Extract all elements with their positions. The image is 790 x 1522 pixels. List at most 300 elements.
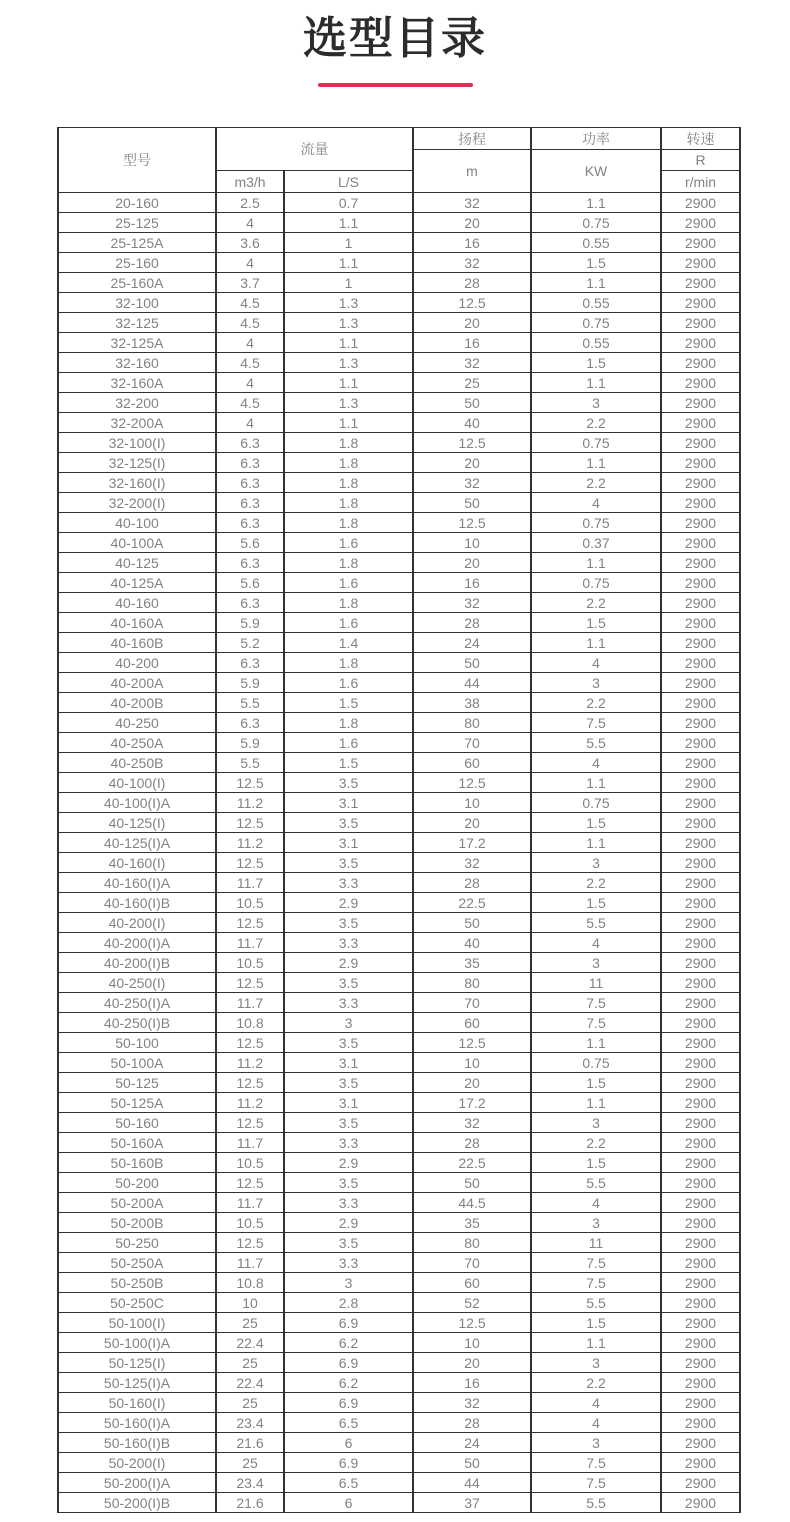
table-row xyxy=(58,533,740,553)
cell-flow-m3h: 4.5 xyxy=(216,393,284,413)
cell-model: 50-125A xyxy=(58,1093,216,1113)
cell-flow-m3h: 10.8 xyxy=(216,1273,284,1293)
cell-model: 40-200(I)B xyxy=(58,953,216,973)
cell-model: 50-160(I)A xyxy=(58,1413,216,1433)
cell-power-kw: 3 xyxy=(531,1433,661,1453)
cell-speed-rpm: 2900 xyxy=(661,773,740,793)
cell-flow-m3h: 6.3 xyxy=(216,713,284,733)
cell-speed-rpm: 2900 xyxy=(661,813,740,833)
cell-model: 32-160 xyxy=(58,353,216,373)
cell-speed-rpm: 2900 xyxy=(661,293,740,313)
cell-speed-rpm: 2900 xyxy=(661,253,740,273)
table-row xyxy=(58,1413,740,1433)
cell-flow-ls: 3.5 xyxy=(284,853,413,873)
table-row xyxy=(58,1233,740,1253)
cell-model: 40-200(I)A xyxy=(58,933,216,953)
cell-flow-m3h: 11.2 xyxy=(216,793,284,813)
cell-speed-rpm: 2900 xyxy=(661,333,740,353)
cell-flow-m3h: 4.5 xyxy=(216,313,284,333)
cell-speed-rpm: 2900 xyxy=(661,393,740,413)
cell-power-kw: 1.5 xyxy=(531,1073,661,1093)
cell-head-m: 32 xyxy=(413,253,531,273)
cell-power-kw: 0.75 xyxy=(531,513,661,533)
cell-flow-m3h: 25 xyxy=(216,1353,284,1373)
cell-flow-m3h: 10.8 xyxy=(216,1013,284,1033)
cell-flow-m3h: 6.3 xyxy=(216,453,284,473)
table-row xyxy=(58,473,740,493)
table-row xyxy=(58,1473,740,1493)
cell-flow-m3h: 12.5 xyxy=(216,973,284,993)
cell-flow-m3h: 4 xyxy=(216,333,284,353)
cell-speed-rpm: 2900 xyxy=(661,1413,740,1433)
table-row xyxy=(58,513,740,533)
cell-power-kw: 1.1 xyxy=(531,553,661,573)
cell-speed-rpm: 2900 xyxy=(661,933,740,953)
cell-flow-ls: 3.3 xyxy=(284,873,413,893)
cell-power-kw: 0.75 xyxy=(531,793,661,813)
table-row xyxy=(58,373,740,393)
cell-power-kw: 7.5 xyxy=(531,713,661,733)
cell-speed-rpm: 2900 xyxy=(661,573,740,593)
table-row xyxy=(58,733,740,753)
table-row xyxy=(58,1153,740,1173)
cell-model: 50-200B xyxy=(58,1213,216,1233)
cell-flow-ls: 1.8 xyxy=(284,653,413,673)
cell-head-m: 32 xyxy=(413,193,531,213)
cell-power-kw: 1.5 xyxy=(531,813,661,833)
cell-flow-ls: 3.5 xyxy=(284,813,413,833)
cell-speed-rpm: 2900 xyxy=(661,953,740,973)
cell-flow-m3h: 6.3 xyxy=(216,433,284,453)
cell-flow-ls: 1.3 xyxy=(284,393,413,413)
header-head-unit: m xyxy=(413,150,531,193)
cell-model: 50-200(I)B xyxy=(58,1493,216,1513)
cell-flow-ls: 1.1 xyxy=(284,213,413,233)
cell-speed-rpm: 2900 xyxy=(661,1193,740,1213)
cell-head-m: 20 xyxy=(413,1073,531,1093)
cell-power-kw: 7.5 xyxy=(531,1473,661,1493)
table-row xyxy=(58,293,740,313)
cell-model: 32-200A xyxy=(58,413,216,433)
cell-head-m: 24 xyxy=(413,1433,531,1453)
table-row xyxy=(58,673,740,693)
cell-flow-ls: 2.9 xyxy=(284,1213,413,1233)
cell-flow-m3h: 23.4 xyxy=(216,1413,284,1433)
cell-flow-m3h: 11.7 xyxy=(216,1133,284,1153)
table-row xyxy=(58,1393,740,1413)
cell-model: 50-160 xyxy=(58,1113,216,1133)
cell-flow-m3h: 11.2 xyxy=(216,1093,284,1113)
table-row xyxy=(58,1353,740,1373)
cell-speed-rpm: 2900 xyxy=(661,1353,740,1373)
cell-flow-m3h: 12.5 xyxy=(216,1113,284,1133)
cell-power-kw: 4 xyxy=(531,1413,661,1433)
cell-head-m: 28 xyxy=(413,1133,531,1153)
cell-speed-rpm: 2900 xyxy=(661,973,740,993)
cell-flow-ls: 1.1 xyxy=(284,253,413,273)
table-row xyxy=(58,693,740,713)
cell-head-m: 20 xyxy=(413,213,531,233)
cell-flow-m3h: 11.7 xyxy=(216,993,284,1013)
table-row xyxy=(58,233,740,253)
table-row xyxy=(58,1293,740,1313)
cell-power-kw: 1.1 xyxy=(531,1333,661,1353)
cell-power-kw: 5.5 xyxy=(531,1293,661,1313)
cell-flow-ls: 1.3 xyxy=(284,293,413,313)
cell-flow-ls: 1.8 xyxy=(284,453,413,473)
cell-power-kw: 7.5 xyxy=(531,1273,661,1293)
cell-speed-rpm: 2900 xyxy=(661,1333,740,1353)
cell-flow-m3h: 4.5 xyxy=(216,293,284,313)
cell-head-m: 32 xyxy=(413,593,531,613)
cell-flow-ls: 6.9 xyxy=(284,1453,413,1473)
cell-model: 40-250(I)B xyxy=(58,1013,216,1033)
cell-flow-ls: 1.1 xyxy=(284,373,413,393)
cell-model: 50-250A xyxy=(58,1253,216,1273)
cell-head-m: 37 xyxy=(413,1493,531,1513)
cell-head-m: 44 xyxy=(413,1473,531,1493)
cell-model: 50-160(I)B xyxy=(58,1433,216,1453)
cell-model: 32-125 xyxy=(58,313,216,333)
cell-flow-ls: 3.5 xyxy=(284,1033,413,1053)
selection-catalog-table xyxy=(57,127,741,1513)
cell-power-kw: 3 xyxy=(531,393,661,413)
cell-speed-rpm: 2900 xyxy=(661,353,740,373)
cell-model: 40-250(I) xyxy=(58,973,216,993)
cell-head-m: 20 xyxy=(413,813,531,833)
cell-head-m: 20 xyxy=(413,453,531,473)
cell-speed-rpm: 2900 xyxy=(661,453,740,473)
cell-speed-rpm: 2900 xyxy=(661,1033,740,1053)
cell-flow-m3h: 10.5 xyxy=(216,953,284,973)
cell-flow-ls: 1.4 xyxy=(284,633,413,653)
table-row xyxy=(58,273,740,293)
cell-head-m: 10 xyxy=(413,1053,531,1073)
header-flow-unit-m3h: m3/h xyxy=(216,171,284,193)
cell-speed-rpm: 2900 xyxy=(661,513,740,533)
cell-head-m: 50 xyxy=(413,393,531,413)
cell-speed-rpm: 2900 xyxy=(661,1053,740,1073)
cell-flow-ls: 1.8 xyxy=(284,493,413,513)
cell-flow-ls: 1.6 xyxy=(284,533,413,553)
cell-power-kw: 1.5 xyxy=(531,1313,661,1333)
cell-speed-rpm: 2900 xyxy=(661,993,740,1013)
cell-speed-rpm: 2900 xyxy=(661,213,740,233)
cell-flow-m3h: 11.7 xyxy=(216,1193,284,1213)
cell-speed-rpm: 2900 xyxy=(661,433,740,453)
cell-power-kw: 2.2 xyxy=(531,473,661,493)
cell-model: 50-125 xyxy=(58,1073,216,1093)
cell-head-m: 60 xyxy=(413,1273,531,1293)
cell-power-kw: 11 xyxy=(531,973,661,993)
cell-model: 50-125(I) xyxy=(58,1353,216,1373)
table-row xyxy=(58,793,740,813)
cell-head-m: 22.5 xyxy=(413,1153,531,1173)
table-row xyxy=(58,653,740,673)
table-row xyxy=(58,1033,740,1053)
cell-flow-ls: 1.3 xyxy=(284,353,413,373)
table-row xyxy=(58,1073,740,1093)
cell-flow-m3h: 12.5 xyxy=(216,853,284,873)
cell-speed-rpm: 2900 xyxy=(661,613,740,633)
cell-head-m: 50 xyxy=(413,913,531,933)
cell-power-kw: 2.2 xyxy=(531,693,661,713)
cell-head-m: 20 xyxy=(413,313,531,333)
cell-flow-ls: 3.5 xyxy=(284,1173,413,1193)
cell-head-m: 70 xyxy=(413,1253,531,1273)
cell-flow-ls: 1.6 xyxy=(284,573,413,593)
table-row xyxy=(58,913,740,933)
cell-power-kw: 1.1 xyxy=(531,773,661,793)
cell-power-kw: 1.5 xyxy=(531,353,661,373)
cell-speed-rpm: 2900 xyxy=(661,1213,740,1233)
cell-flow-ls: 3.3 xyxy=(284,993,413,1013)
cell-power-kw: 3 xyxy=(531,1213,661,1233)
cell-flow-ls: 3.1 xyxy=(284,1093,413,1113)
cell-flow-m3h: 5.5 xyxy=(216,753,284,773)
cell-power-kw: 1.1 xyxy=(531,273,661,293)
cell-model: 50-160(I) xyxy=(58,1393,216,1413)
cell-flow-m3h: 6.3 xyxy=(216,593,284,613)
cell-flow-ls: 6.5 xyxy=(284,1413,413,1433)
cell-power-kw: 7.5 xyxy=(531,1253,661,1273)
cell-flow-ls: 0.7 xyxy=(284,193,413,213)
cell-model: 40-125(I)A xyxy=(58,833,216,853)
cell-head-m: 50 xyxy=(413,493,531,513)
cell-model: 40-250A xyxy=(58,733,216,753)
table-row xyxy=(58,1013,740,1033)
cell-head-m: 80 xyxy=(413,713,531,733)
cell-flow-ls: 3.5 xyxy=(284,913,413,933)
cell-flow-ls: 1.5 xyxy=(284,693,413,713)
cell-speed-rpm: 2900 xyxy=(661,1153,740,1173)
cell-head-m: 35 xyxy=(413,953,531,973)
cell-flow-ls: 1.6 xyxy=(284,613,413,633)
cell-flow-m3h: 21.6 xyxy=(216,1433,284,1453)
table-row xyxy=(58,593,740,613)
cell-speed-rpm: 2900 xyxy=(661,1453,740,1473)
cell-flow-m3h: 10.5 xyxy=(216,1153,284,1173)
cell-power-kw: 1.5 xyxy=(531,893,661,913)
cell-model: 40-200A xyxy=(58,673,216,693)
cell-power-kw: 1.5 xyxy=(531,253,661,273)
cell-power-kw: 4 xyxy=(531,493,661,513)
cell-flow-ls: 1 xyxy=(284,233,413,253)
cell-power-kw: 3 xyxy=(531,673,661,693)
cell-model: 50-200 xyxy=(58,1173,216,1193)
table-row xyxy=(58,1093,740,1113)
cell-power-kw: 3 xyxy=(531,853,661,873)
cell-model: 32-200(I) xyxy=(58,493,216,513)
cell-power-kw: 0.55 xyxy=(531,333,661,353)
cell-flow-ls: 1.5 xyxy=(284,753,413,773)
cell-head-m: 70 xyxy=(413,993,531,1013)
cell-flow-m3h: 11.7 xyxy=(216,933,284,953)
cell-flow-ls: 2.9 xyxy=(284,953,413,973)
cell-flow-ls: 3.1 xyxy=(284,793,413,813)
cell-speed-rpm: 2900 xyxy=(661,273,740,293)
header-power: 功率 xyxy=(531,128,661,150)
cell-power-kw: 5.5 xyxy=(531,1173,661,1193)
cell-model: 32-100(I) xyxy=(58,433,216,453)
cell-flow-m3h: 4 xyxy=(216,373,284,393)
cell-flow-m3h: 4 xyxy=(216,213,284,233)
cell-model: 50-100A xyxy=(58,1053,216,1073)
cell-power-kw: 1.1 xyxy=(531,833,661,853)
header-model: 型号 xyxy=(58,128,216,193)
cell-speed-rpm: 2900 xyxy=(661,233,740,253)
cell-flow-m3h: 22.4 xyxy=(216,1373,284,1393)
cell-flow-m3h: 23.4 xyxy=(216,1473,284,1493)
cell-model: 40-100 xyxy=(58,513,216,533)
cell-head-m: 35 xyxy=(413,1213,531,1233)
cell-power-kw: 1.1 xyxy=(531,373,661,393)
cell-model: 40-160(I)A xyxy=(58,873,216,893)
cell-power-kw: 1.1 xyxy=(531,453,661,473)
cell-speed-rpm: 2900 xyxy=(661,1373,740,1393)
cell-power-kw: 7.5 xyxy=(531,1013,661,1033)
cell-head-m: 60 xyxy=(413,1013,531,1033)
cell-head-m: 25 xyxy=(413,373,531,393)
cell-model: 32-100 xyxy=(58,293,216,313)
cell-power-kw: 0.55 xyxy=(531,233,661,253)
cell-speed-rpm: 2900 xyxy=(661,1013,740,1033)
cell-flow-m3h: 10 xyxy=(216,1293,284,1313)
table-row xyxy=(58,553,740,573)
cell-power-kw: 1.1 xyxy=(531,1033,661,1053)
cell-flow-m3h: 12.5 xyxy=(216,1233,284,1253)
cell-speed-rpm: 2900 xyxy=(661,693,740,713)
cell-power-kw: 0.75 xyxy=(531,573,661,593)
table-row xyxy=(58,1213,740,1233)
cell-model: 32-160(I) xyxy=(58,473,216,493)
table-row xyxy=(58,1253,740,1273)
cell-head-m: 60 xyxy=(413,753,531,773)
table-row xyxy=(58,1373,740,1393)
cell-model: 25-125 xyxy=(58,213,216,233)
cell-head-m: 32 xyxy=(413,473,531,493)
cell-flow-ls: 3.5 xyxy=(284,1233,413,1253)
cell-power-kw: 7.5 xyxy=(531,1453,661,1473)
cell-model: 50-100(I)A xyxy=(58,1333,216,1353)
table-row xyxy=(58,193,740,213)
cell-speed-rpm: 2900 xyxy=(661,1473,740,1493)
cell-head-m: 40 xyxy=(413,933,531,953)
cell-speed-rpm: 2900 xyxy=(661,853,740,873)
cell-head-m: 70 xyxy=(413,733,531,753)
cell-model: 40-100(I)A xyxy=(58,793,216,813)
table-row xyxy=(58,1113,740,1133)
cell-power-kw: 0.75 xyxy=(531,313,661,333)
cell-flow-ls: 1.8 xyxy=(284,473,413,493)
cell-head-m: 32 xyxy=(413,353,531,373)
cell-model: 50-200(I) xyxy=(58,1453,216,1473)
cell-speed-rpm: 2900 xyxy=(661,633,740,653)
cell-head-m: 80 xyxy=(413,973,531,993)
table-row xyxy=(58,753,740,773)
cell-head-m: 24 xyxy=(413,633,531,653)
cell-speed-rpm: 2900 xyxy=(661,733,740,753)
cell-flow-m3h: 22.4 xyxy=(216,1333,284,1353)
cell-power-kw: 5.5 xyxy=(531,1493,661,1513)
cell-flow-ls: 3.3 xyxy=(284,1253,413,1273)
cell-speed-rpm: 2900 xyxy=(661,373,740,393)
cell-speed-rpm: 2900 xyxy=(661,493,740,513)
cell-model: 40-160B xyxy=(58,633,216,653)
cell-speed-rpm: 2900 xyxy=(661,1113,740,1133)
cell-flow-m3h: 11.2 xyxy=(216,1053,284,1073)
cell-flow-ls: 3.1 xyxy=(284,1053,413,1073)
cell-head-m: 10 xyxy=(413,533,531,553)
cell-power-kw: 1.1 xyxy=(531,193,661,213)
cell-flow-ls: 3.5 xyxy=(284,773,413,793)
cell-power-kw: 0.75 xyxy=(531,433,661,453)
cell-speed-rpm: 2900 xyxy=(661,893,740,913)
cell-flow-m3h: 12.5 xyxy=(216,773,284,793)
cell-speed-rpm: 2900 xyxy=(661,1493,740,1513)
cell-model: 40-125 xyxy=(58,553,216,573)
cell-model: 50-200A xyxy=(58,1193,216,1213)
cell-speed-rpm: 2900 xyxy=(661,913,740,933)
cell-head-m: 52 xyxy=(413,1293,531,1313)
table-body xyxy=(58,193,740,1513)
cell-speed-rpm: 2900 xyxy=(661,193,740,213)
cell-speed-rpm: 2900 xyxy=(661,1273,740,1293)
cell-flow-ls: 2.9 xyxy=(284,893,413,913)
table-row xyxy=(58,973,740,993)
cell-power-kw: 11 xyxy=(531,1233,661,1253)
header-speed-unit-rmin: r/min xyxy=(661,171,740,193)
cell-power-kw: 2.2 xyxy=(531,1133,661,1153)
cell-model: 50-200(I)A xyxy=(58,1473,216,1493)
cell-speed-rpm: 2900 xyxy=(661,553,740,573)
cell-flow-m3h: 5.5 xyxy=(216,693,284,713)
cell-speed-rpm: 2900 xyxy=(661,1233,740,1253)
table-row xyxy=(58,813,740,833)
table-row xyxy=(58,993,740,1013)
cell-head-m: 50 xyxy=(413,1453,531,1473)
cell-model: 40-250B xyxy=(58,753,216,773)
cell-power-kw: 4 xyxy=(531,753,661,773)
cell-model: 25-125A xyxy=(58,233,216,253)
cell-flow-ls: 1.8 xyxy=(284,513,413,533)
cell-head-m: 28 xyxy=(413,273,531,293)
cell-head-m: 10 xyxy=(413,793,531,813)
cell-speed-rpm: 2900 xyxy=(661,1093,740,1113)
cell-model: 50-160B xyxy=(58,1153,216,1173)
cell-flow-ls: 6 xyxy=(284,1433,413,1453)
cell-flow-m3h: 25 xyxy=(216,1453,284,1473)
cell-head-m: 16 xyxy=(413,333,531,353)
table-row xyxy=(58,633,740,653)
cell-flow-ls: 2.9 xyxy=(284,1153,413,1173)
table-row xyxy=(58,413,740,433)
cell-flow-m3h: 12.5 xyxy=(216,1033,284,1053)
cell-flow-m3h: 12.5 xyxy=(216,913,284,933)
cell-model: 40-160A xyxy=(58,613,216,633)
cell-model: 20-160 xyxy=(58,193,216,213)
cell-speed-rpm: 2900 xyxy=(661,833,740,853)
cell-power-kw: 0.37 xyxy=(531,533,661,553)
cell-speed-rpm: 2900 xyxy=(661,533,740,553)
cell-power-kw: 3 xyxy=(531,953,661,973)
table-row xyxy=(58,393,740,413)
cell-speed-rpm: 2900 xyxy=(661,1313,740,1333)
cell-flow-ls: 6.2 xyxy=(284,1373,413,1393)
cell-model: 32-125(I) xyxy=(58,453,216,473)
table-row xyxy=(58,353,740,373)
table-row xyxy=(58,893,740,913)
